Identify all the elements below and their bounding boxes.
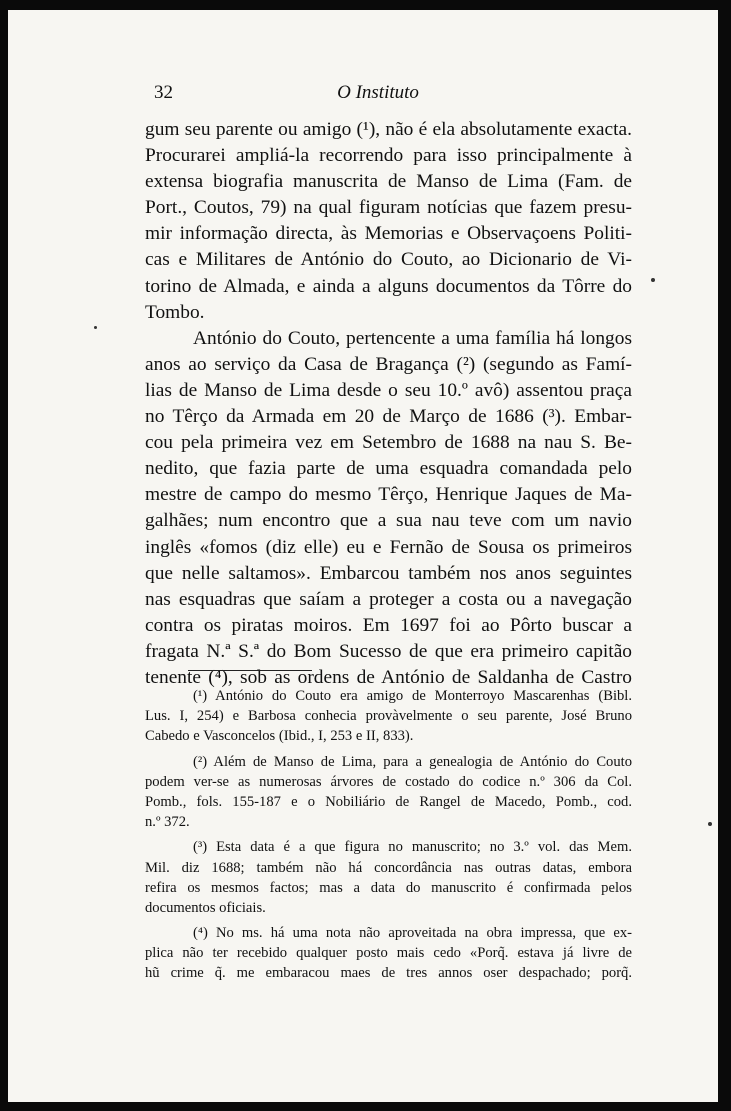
footnote-line: hũ crime q̃. me embaracou maes de tres annos oser despachado; porq̃. — [145, 965, 632, 982]
footnote-line: (⁴) No ms. há uma nota não aproveitada na obra impressa, que ex- — [193, 925, 632, 942]
book-page — [8, 10, 718, 1102]
text-line: Port., Coutos, 79) na qual figuram notícias que fazem presu- — [145, 197, 632, 219]
print-speck — [708, 822, 712, 826]
text-line: nedito, que fazia parte de uma esquadra comandada pelo — [145, 458, 632, 480]
text-line: mestre de campo do mesmo Têrço, Henrique Jaques de Ma- — [145, 484, 632, 506]
text-line: cas e Militares de António do Couto, ao Dicionario de Vi- — [145, 249, 632, 271]
running-header — [8, 82, 718, 110]
text-line: António do Couto, pertencente a uma família há longos — [193, 327, 632, 349]
running-title: O Instituto — [337, 82, 419, 103]
footnote-line: (²) Além de Manso de Lima, para a genealogia de António do Couto — [193, 753, 632, 770]
text-line: nas esquadras que saíam a proteger a costa ou a navegação — [145, 588, 632, 610]
footnote-line: n.º 372. — [145, 814, 190, 831]
text-line: extensa biografia manuscrita de Manso de Lima (Fam. de — [145, 171, 632, 193]
footnote-line: refira os mesmos factos; mas a data do manuscrito é confirmada pelos — [145, 879, 632, 896]
footnote-line: Lus. I, 254) e Barbosa conhecia provàvelmente o seu parente, José Bruno — [145, 708, 632, 725]
footnote-line: Pomb., fols. 155-187 e o Nobiliário de Rangel de Macedo, Pomb., cod. — [145, 793, 632, 810]
footnote-line: Mil. diz 1688; também não há concordância nas outras datas, embora — [145, 859, 632, 876]
text-line: Procurarei ampliá-la recorrendo para isso principalmente à — [145, 145, 632, 167]
text-line: lias de Manso de Lima desde o seu 10.º avô) assentou praça — [145, 379, 632, 401]
footnote-line: Cabedo e Vasconcelos (Ibid., I, 253 e II, 833). — [145, 728, 414, 745]
footnote-1 — [145, 686, 632, 747]
page-number: 32 — [154, 82, 173, 103]
footnote-4 — [145, 923, 632, 984]
text-line: torino de Almada, e ainda a alguns documentos da Tôrre do — [145, 275, 632, 297]
text-line: anos ao serviço da Casa de Bragança (²) (segundo as Famí- — [145, 353, 632, 375]
text-line: mir informação directa, às Memorias e Observaçoens Politi- — [145, 223, 632, 245]
footnote-line: (¹) António do Couto era amigo de Monterroyo Mascarenhas (Bibl. — [193, 688, 632, 704]
text-line: cou pela primeira vez em Setembro de 1688 na nau S. Be- — [145, 432, 632, 454]
footnote-2 — [145, 752, 632, 833]
text-line: fragata N.ª S.ª do Bom Sucesso de que era primeiro capitão — [145, 640, 632, 662]
footnote-rule — [188, 670, 312, 671]
footnote-line: documentos oficiais. — [145, 899, 266, 916]
footnote-line: podem ver-se as numerosas árvores de costado do codice n.º 306 da Col. — [145, 773, 632, 790]
text-line: no Têrço da Armada em 20 de Março de 1686 (³). Embar- — [145, 406, 632, 428]
text-line: tenente (⁴), sob as ordens de António de Saldanha de Castro — [145, 666, 632, 688]
text-line: inglês «fomos (diz elle) eu e Fernão de Sousa os primeiros — [145, 536, 632, 558]
footnote-3 — [145, 837, 632, 918]
text-line: contra os piratas moiros. Em 1697 foi ao Pôrto buscar a — [145, 614, 632, 636]
print-speck — [94, 326, 97, 329]
text-line: Tombo. — [145, 301, 205, 323]
footnote-line: (³) Esta data é a que figura no manuscrito; no 3.º vol. das Mem. — [193, 839, 632, 856]
body-text — [145, 117, 632, 691]
footnote-line: plica não ter recebido qualquer posto mais cedo «Porq̃. estava já livre de — [145, 945, 632, 962]
print-speck — [651, 278, 655, 282]
text-line: gum seu parente ou amigo (¹), não é ela absolutamente exacta. — [145, 119, 632, 140]
text-line: galhães; num encontro que a sua nau teve com um navio — [145, 510, 632, 532]
footnotes — [145, 686, 632, 989]
text-line: que nelle saltamos». Embarcou também nos anos seguintes — [145, 562, 632, 584]
